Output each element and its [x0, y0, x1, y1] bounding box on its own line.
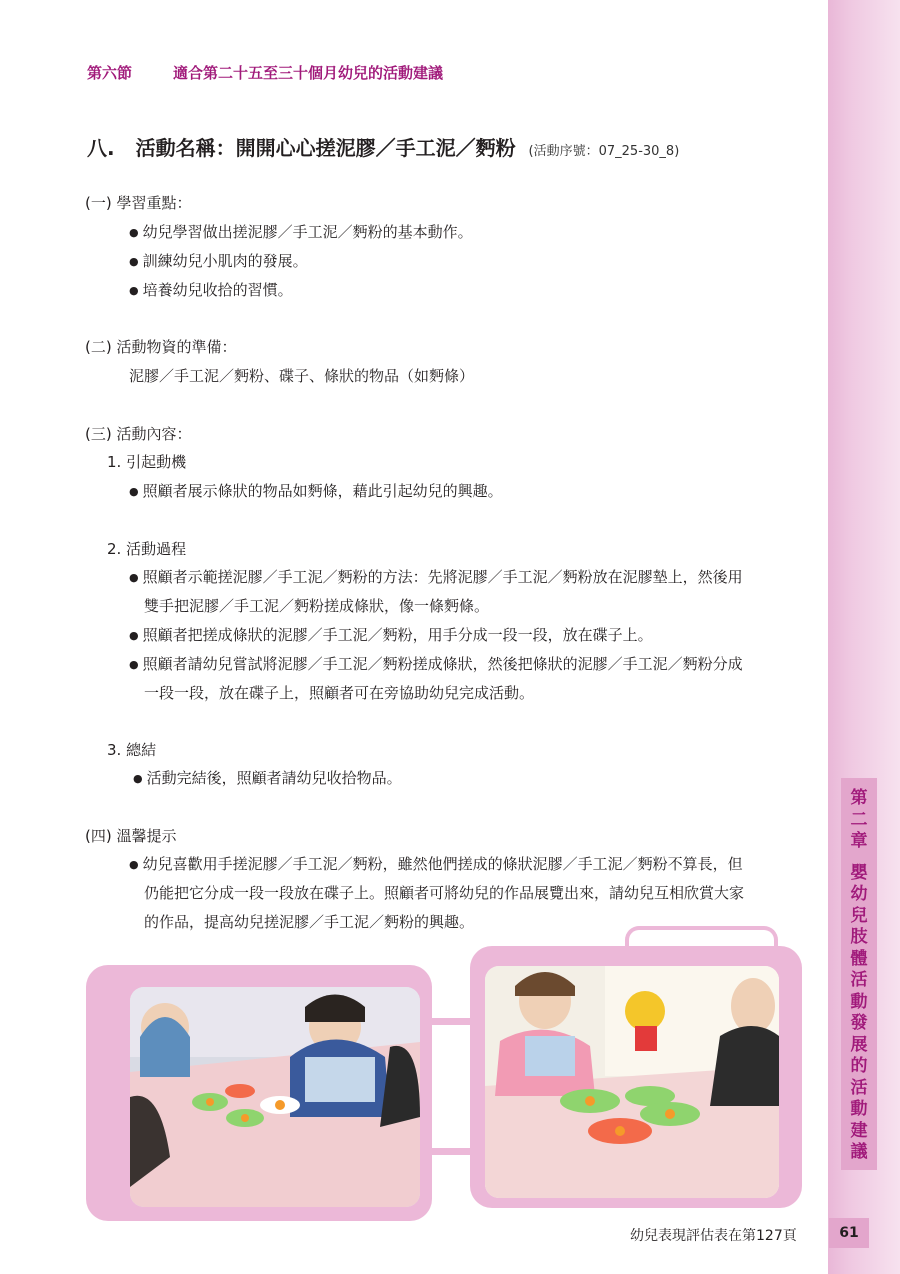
chapter-char: 的	[850, 1056, 868, 1076]
learning-focus-item: ● 培養幼兒收拾的習慣。	[129, 280, 293, 302]
materials-heading: (二) 活動物資的準備：	[85, 338, 237, 356]
chapter-char: 動	[850, 1099, 868, 1119]
activity-title	[87, 132, 679, 161]
process-item-2: ● 照顧者把搓成條狀的泥膠／手工泥／麪粉，用手分成一段一段，放在碟子上。	[129, 625, 653, 647]
assessment-reference: 幼兒表現評估表在第127頁	[630, 1228, 797, 1244]
tips-text-line-2: 仍能把它分成一段一段放在碟子上。照顧者可將幼兒的作品展覽出來，請幼兒互相欣賞大家	[144, 884, 745, 902]
chapter-char: 動	[850, 991, 868, 1012]
chapter-char: 展	[850, 1034, 868, 1055]
learning-focus-item: ● 幼兒學習做出搓泥膠／手工泥／麪粉的基本動作。	[129, 222, 473, 244]
summary-item: ● 活動完結後，照顧者請幼兒收拾物品。	[133, 768, 402, 790]
chapter-char: 幼	[850, 884, 868, 904]
chapter-char: 活	[850, 1077, 868, 1098]
chapter-char: 建	[850, 1120, 868, 1141]
activity-serial: (活動序號：07_25-30_8)	[528, 144, 680, 159]
chapter-char: 活	[850, 970, 868, 990]
frame-connector	[430, 1018, 472, 1025]
frame-connector	[430, 1148, 472, 1155]
chapter-char: 體	[850, 948, 868, 969]
process-item-3-cont: 一段一段，放在碟子上，照顧者可在旁協助幼兒完成活動。	[144, 684, 535, 702]
activity-number: 八.	[87, 136, 115, 160]
section-header	[87, 62, 443, 83]
activity-photo-2	[485, 966, 779, 1198]
chapter-char: 第	[850, 788, 868, 808]
page-number: 61	[829, 1218, 869, 1248]
summary-heading: 3. 總結	[107, 741, 157, 759]
learning-focus-heading: (一) 學習重點：	[85, 194, 192, 212]
process-item-1-cont: 雙手把泥膠／手工泥／麪粉搓成條狀，像一條麪條。	[144, 597, 490, 615]
chapter-char	[846, 853, 872, 863]
activity-name: 活動名稱：開開心心搓泥膠／手工泥／麪粉	[135, 136, 516, 160]
activity-photo-1	[130, 987, 420, 1207]
chapter-char: 章	[850, 831, 868, 851]
tips-heading: (四) 溫馨提示	[85, 827, 177, 845]
motivation-item: ● 照顧者展示條狀的物品如麪條，藉此引起幼兒的興趣。	[129, 481, 503, 503]
chapter-char: 二	[850, 809, 868, 830]
section-title: 適合第二十五至三十個月幼兒的活動建議	[173, 64, 444, 82]
chapter-char: 兒	[850, 905, 868, 926]
materials-text: 泥膠／手工泥／麪粉、碟子、條狀的物品（如麪條）	[129, 367, 475, 385]
process-item-1: ● 照顧者示範搓泥膠／手工泥／麪粉的方法：先將泥膠／手工泥／麪粉放在泥膠墊上，然後用	[129, 567, 743, 589]
chapter-char: 嬰	[850, 862, 868, 883]
chapter-char: 發	[850, 1013, 868, 1033]
content-heading: (三) 活動內容：	[85, 425, 192, 443]
chapter-title-vertical	[846, 788, 872, 1164]
process-item-3: ● 照顧者請幼兒嘗試將泥膠／手工泥／麪粉搓成條狀，然後把條狀的泥膠／手工泥／麪粉分成	[129, 654, 743, 676]
section-number: 第六節	[87, 64, 133, 82]
process-heading: 2. 活動過程	[107, 540, 187, 558]
tips-text-line-3: 的作品，提高幼兒搓泥膠／手工泥／麪粉的興趣。	[144, 913, 475, 931]
learning-focus-item: ● 訓練幼兒小肌肉的發展。	[129, 251, 308, 273]
motivation-heading: 1. 引起動機	[107, 453, 187, 471]
chapter-char: 議	[850, 1142, 868, 1162]
chapter-char: 肢	[850, 927, 868, 947]
tips-text-line-1: ● 幼兒喜歡用手搓泥膠／手工泥／麪粉，雖然他們搓成的條狀泥膠／手工泥／麪粉不算長，但	[129, 854, 743, 876]
